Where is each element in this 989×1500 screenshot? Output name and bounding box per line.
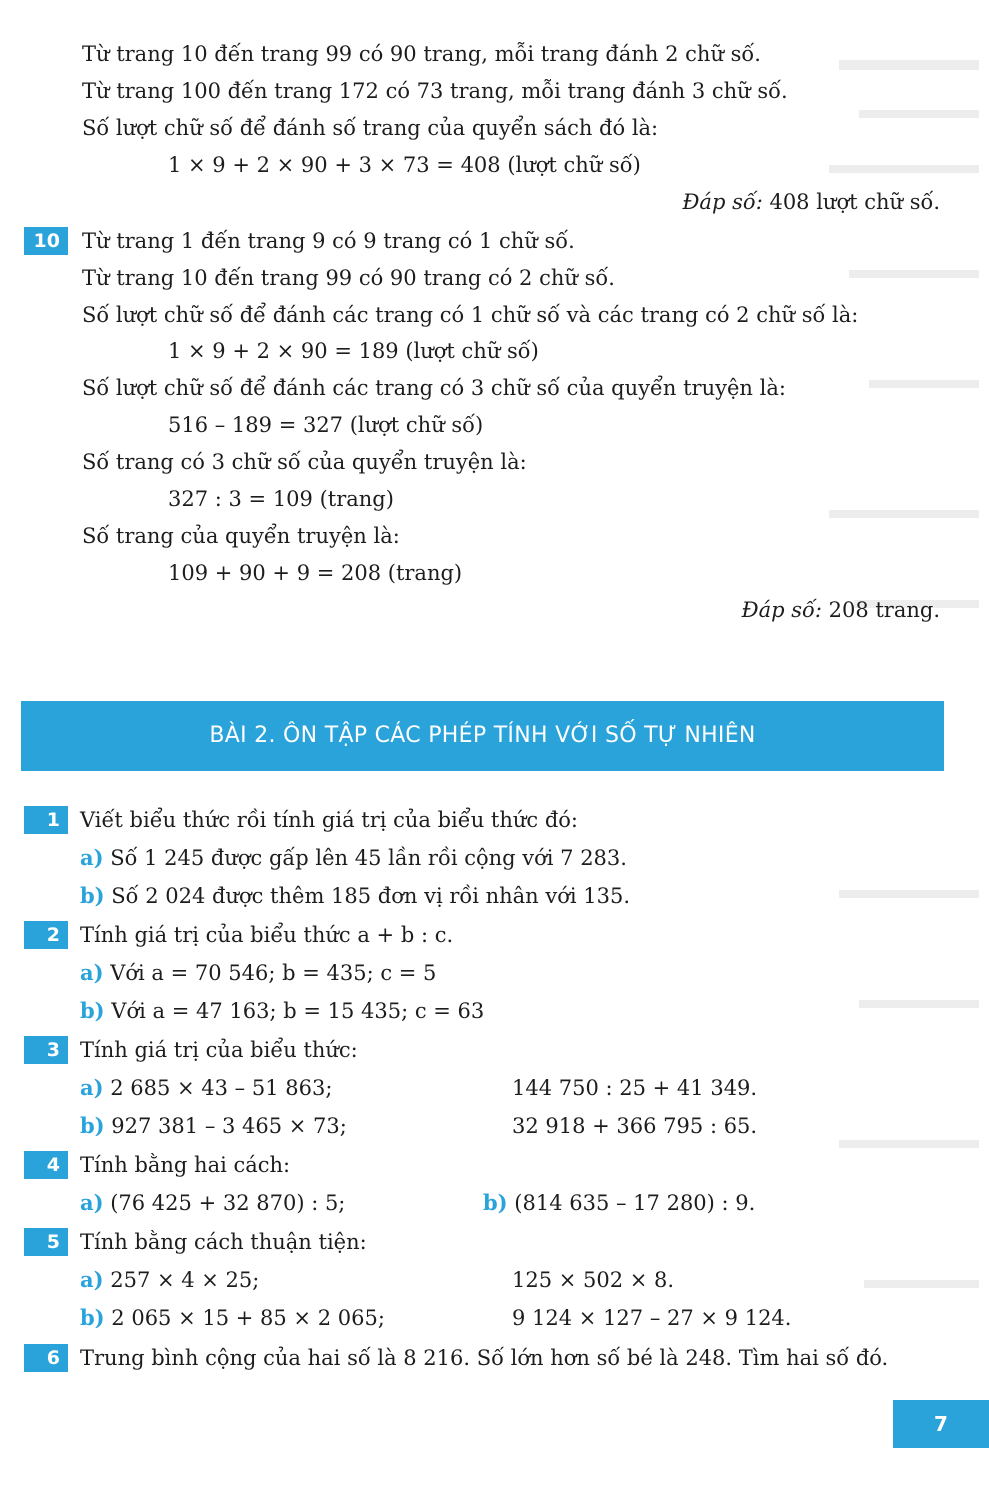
exercise-2b <box>80 997 484 1025</box>
part-text: 2 685 × 43 – 51 863; <box>103 1076 333 1100</box>
lesson-title-banner: BÀI 2. ÔN TẬP CÁC PHÉP TÍNH VỚI SỐ TỰ NHIÊN <box>21 701 944 771</box>
part-text: 2 065 × 15 + 85 × 2 065; <box>104 1306 385 1330</box>
part-label: b) <box>80 883 105 908</box>
sol10-answer <box>742 596 940 624</box>
exercise-4a <box>80 1189 345 1217</box>
sol10-line-3: Số lượt chữ số để đánh các trang có 1 chữ số và các trang có 2 chữ số là: <box>82 303 859 327</box>
part-text: Với a = 70 546; b = 435; c = 5 <box>103 961 437 985</box>
sol10-line-5: Số trang có 3 chữ số của quyển truyện là: <box>82 450 527 474</box>
exercise-1b <box>80 882 630 910</box>
exercise-6-prompt: Trung bình cộng của hai số là 8 216. Số lớn hơn số bé là 248. Tìm hai số đó. <box>80 1346 889 1370</box>
exercise-3a-left <box>80 1074 332 1102</box>
exercise-5b-left <box>80 1304 385 1332</box>
sol10-calc-3: 327 : 3 = 109 (trang) <box>168 487 394 511</box>
part-text: (76 425 + 32 870) : 5; <box>103 1191 346 1215</box>
part-text: Với a = 47 163; b = 15 435; c = 63 <box>104 999 485 1023</box>
exercise-4-prompt: Tính bằng hai cách: <box>80 1153 291 1177</box>
part-label: b) <box>80 1113 105 1138</box>
exercise-3b-left <box>80 1112 347 1140</box>
part-label: a) <box>80 845 104 870</box>
sol10-calc-2: 516 – 189 = 327 (lượt chữ số) <box>168 413 484 437</box>
exercise-1a <box>80 844 627 872</box>
exercise-1-prompt: Viết biểu thức rồi tính giá trị của biểu thức đó: <box>80 808 578 832</box>
part-label: b) <box>483 1190 508 1215</box>
sol10-line-6: Số trang của quyển truyện là: <box>82 524 400 548</box>
sol10-calc-1: 1 × 9 + 2 × 90 = 189 (lượt chữ số) <box>168 339 539 363</box>
exercise-5-prompt: Tính bằng cách thuận tiện: <box>80 1230 367 1254</box>
sol10-line-1: Từ trang 1 đến trang 9 có 9 trang có 1 chữ số. <box>82 229 575 253</box>
part-label: a) <box>80 1075 104 1100</box>
part-text: 257 × 4 × 25; <box>103 1268 260 1292</box>
exercise-2a <box>80 959 436 987</box>
part-label: b) <box>80 998 105 1023</box>
part-label: b) <box>80 1305 105 1330</box>
prev-answer <box>682 188 940 216</box>
answer-label: Đáp số: <box>682 190 763 214</box>
answer-value: 208 trang. <box>821 598 940 622</box>
exercise-5a-right: 125 × 502 × 8. <box>512 1268 675 1292</box>
exercise-number-badge: 3 <box>24 1036 68 1064</box>
part-text: Số 2 024 được thêm 185 đơn vị rồi nhân với 135. <box>104 884 631 908</box>
exercise-number-badge: 6 <box>24 1344 68 1372</box>
exercise-number-badge: 5 <box>24 1228 68 1256</box>
exercise-number-badge: 1 <box>24 806 68 834</box>
part-label: a) <box>80 1190 104 1215</box>
exercise-3a-right: 144 750 : 25 + 41 349. <box>512 1076 758 1100</box>
prev-line-2: Từ trang 100 đến trang 172 có 73 trang, mỗi trang đánh 3 chữ số. <box>82 79 788 103</box>
exercise-3b-right: 32 918 + 366 795 : 65. <box>512 1114 758 1138</box>
exercise-5a-left <box>80 1266 259 1294</box>
part-label: a) <box>80 1267 104 1292</box>
prev-line-1: Từ trang 10 đến trang 99 có 90 trang, mỗi trang đánh 2 chữ số. <box>82 42 761 66</box>
part-label: a) <box>80 960 104 985</box>
answer-value: 408 lượt chữ số. <box>762 190 940 214</box>
page-number: 7 <box>893 1400 989 1448</box>
exercise-number-badge: 2 <box>24 921 68 949</box>
exercise-number-badge: 4 <box>24 1151 68 1179</box>
part-text: 927 381 – 3 465 × 73; <box>104 1114 347 1138</box>
sol10-calc-4: 109 + 90 + 9 = 208 (trang) <box>168 561 463 585</box>
solution-number-badge: 10 <box>24 227 68 255</box>
part-text: (814 635 – 17 280) : 9. <box>507 1191 756 1215</box>
exercise-4b <box>483 1189 755 1217</box>
exercise-2-prompt: Tính giá trị của biểu thức a + b : c. <box>80 923 454 947</box>
exercise-5b-right: 9 124 × 127 – 27 × 9 124. <box>512 1306 792 1330</box>
prev-calculation: 1 × 9 + 2 × 90 + 3 × 73 = 408 (lượt chữ số) <box>168 153 641 177</box>
part-text: Số 1 245 được gấp lên 45 lần rồi cộng với 7 283. <box>103 846 627 870</box>
exercise-3-prompt: Tính giá trị của biểu thức: <box>80 1038 358 1062</box>
sol10-line-4: Số lượt chữ số để đánh các trang có 3 chữ số của quyển truyện là: <box>82 376 786 400</box>
prev-line-3: Số lượt chữ số để đánh số trang của quyển sách đó là: <box>82 116 659 140</box>
answer-label: Đáp số: <box>741 598 822 622</box>
sol10-line-2: Từ trang 10 đến trang 99 có 90 trang có 2 chữ số. <box>82 266 615 290</box>
